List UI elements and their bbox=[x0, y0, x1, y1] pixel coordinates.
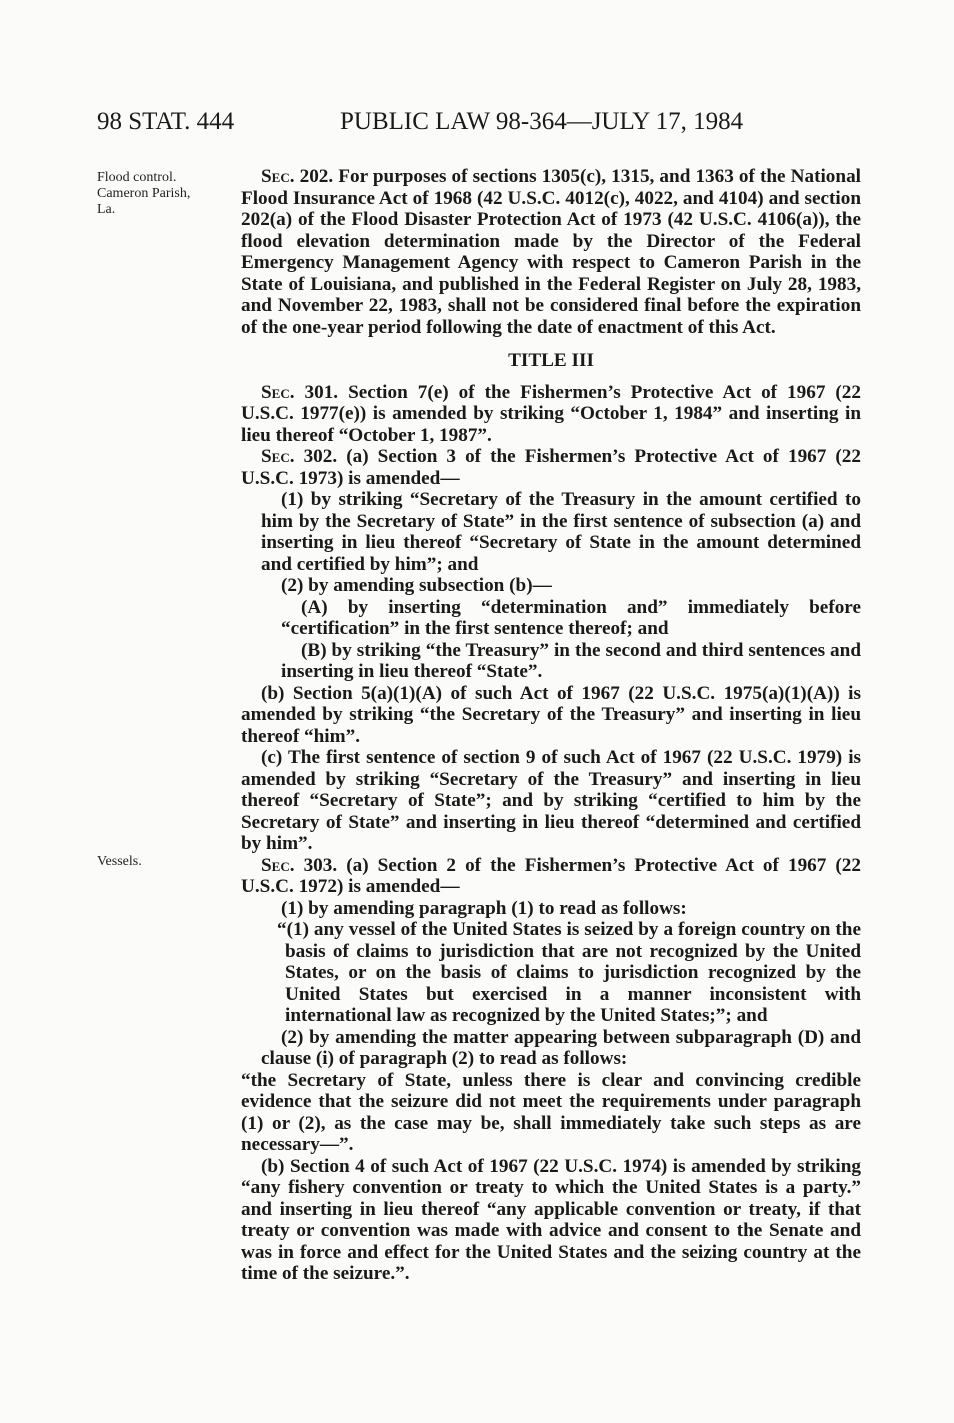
section-label: Sec. 303. bbox=[261, 854, 338, 876]
section-303-a-2: (2) by amending the matter appearing between subparagraph (D) and clause (i) of paragraph (2) to read as follows: bbox=[261, 1026, 861, 1069]
margin-note-line: Cameron Parish, bbox=[97, 186, 191, 201]
public-law-title: PUBLIC LAW 98-364—JULY 17, 1984 bbox=[340, 108, 744, 135]
section-302-a bbox=[241, 446, 861, 489]
section-label: Sec. 301. bbox=[261, 381, 339, 403]
section-text: (a) Section 2 of the Fishermen’s Protective Act of 1967 (22 U.S.C. 1972) is amended— bbox=[241, 854, 861, 897]
section-label: Sec. 302. bbox=[261, 446, 338, 467]
section-text: Section 7(e) of the Fishermen’s Protective Act of 1967 (22 U.S.C. 1977(e)) is amended by striking “October 1, 1984” and inserting in lieu thereof “October 1, 1987”. bbox=[241, 381, 861, 446]
section-302-a-2-B: (B) by striking “the Treasury” in the second and third sentences and inserting in lieu thereof “State”. bbox=[281, 639, 861, 682]
section-302-a-2-A: (A) by inserting “determination and” immediately before “certification” in the first sentence thereof; and bbox=[281, 596, 861, 639]
section-302-c: (c) The first sentence of section 9 of such Act of 1967 (22 U.S.C. 1979) is amended by striking “Secretary of the Treasury” and inserting in lieu thereof “Secretary of State”; and by striking “certified to him by the Secretary of State” and inserting in lieu thereof “determined and certified by him”. bbox=[241, 747, 861, 854]
section-202 bbox=[241, 166, 861, 338]
section-302-a-1: (1) by striking “Secretary of the Treasury in the amount certified to him by the Secretary of State” in the first sentence of subsection (a) and inserting in lieu thereof “Secretary of State in the amount determined and certified by him”; and bbox=[261, 489, 861, 575]
section-303-a-1-quote: “(1) any vessel of the United States is seized by a foreign country on the basis of claims to jurisdiction that are not recognized by the United States, or on the basis of claims to jurisdiction recognized by the United States but exercised in a manner inconsistent with international law as recognized by the United States;”; and bbox=[277, 919, 861, 1026]
section-303-a bbox=[241, 855, 861, 898]
body-text bbox=[241, 166, 861, 1285]
section-text: For purposes of sections 1305(c), 1315, and 1363 of the National Flood Insurance Act of 1968 (42 U.S.C. 4012(c), 4022, and 4104) and section 202(a) of the Flood Disaster Protection Act of 1973 (42 U.S.C. 4106(a)), the flood elevation determination made by the Director of the Federal Emergency Management Agency with respect to Cameron Parish in the State of Louisiana, and published in the Federal Register on July 28, 1983, and November 22, 1983, shall not be considered final before the expiration of the one-year period following the date of enactment of this Act. bbox=[241, 166, 861, 338]
section-303-a-1: (1) by amending paragraph (1) to read as follows: bbox=[281, 897, 687, 919]
title-heading: TITLE III bbox=[508, 350, 594, 371]
section-label: Sec. 202. bbox=[261, 166, 334, 187]
section-303-a-2-quote: “the Secretary of State, unless there is clear and convincing credible evidence that the seizure did not meet the requirements under paragraph (1) or (2), as the case may be, shall immediately take such steps as are necessary—”. bbox=[241, 1069, 861, 1155]
statute-page-number: 98 STAT. 444 bbox=[97, 108, 235, 135]
margin-note-line: Flood control. bbox=[97, 170, 177, 185]
page-header bbox=[97, 108, 877, 144]
margin-note-line: La. bbox=[97, 202, 116, 217]
margin-note-vessels: Vessels. bbox=[97, 854, 142, 869]
section-301 bbox=[241, 382, 861, 447]
section-text: (a) Section 3 of the Fishermen’s Protective Act of 1967 (22 U.S.C. 1973) is amended— bbox=[241, 446, 861, 489]
margin-note-flood-control bbox=[97, 170, 190, 218]
section-302-b: (b) Section 5(a)(1)(A) of such Act of 1967 (22 U.S.C. 1975(a)(1)(A)) is amended by striking “the Secretary of the Treasury” and inserting in lieu thereof “him”. bbox=[241, 682, 861, 747]
section-302-a-2: (2) by amending subsection (b)— bbox=[281, 575, 552, 596]
section-303-b: (b) Section 4 of such Act of 1967 (22 U.S.C. 1974) is amended by striking “any fishery convention or treaty to which the United States is a party.” and inserting in lieu thereof “any applicable convention or treaty, if that treaty or convention was made with advice and consent to the Senate and was in force and effect for the United States and the seizing country at the time of the seizure.”. bbox=[241, 1155, 861, 1284]
